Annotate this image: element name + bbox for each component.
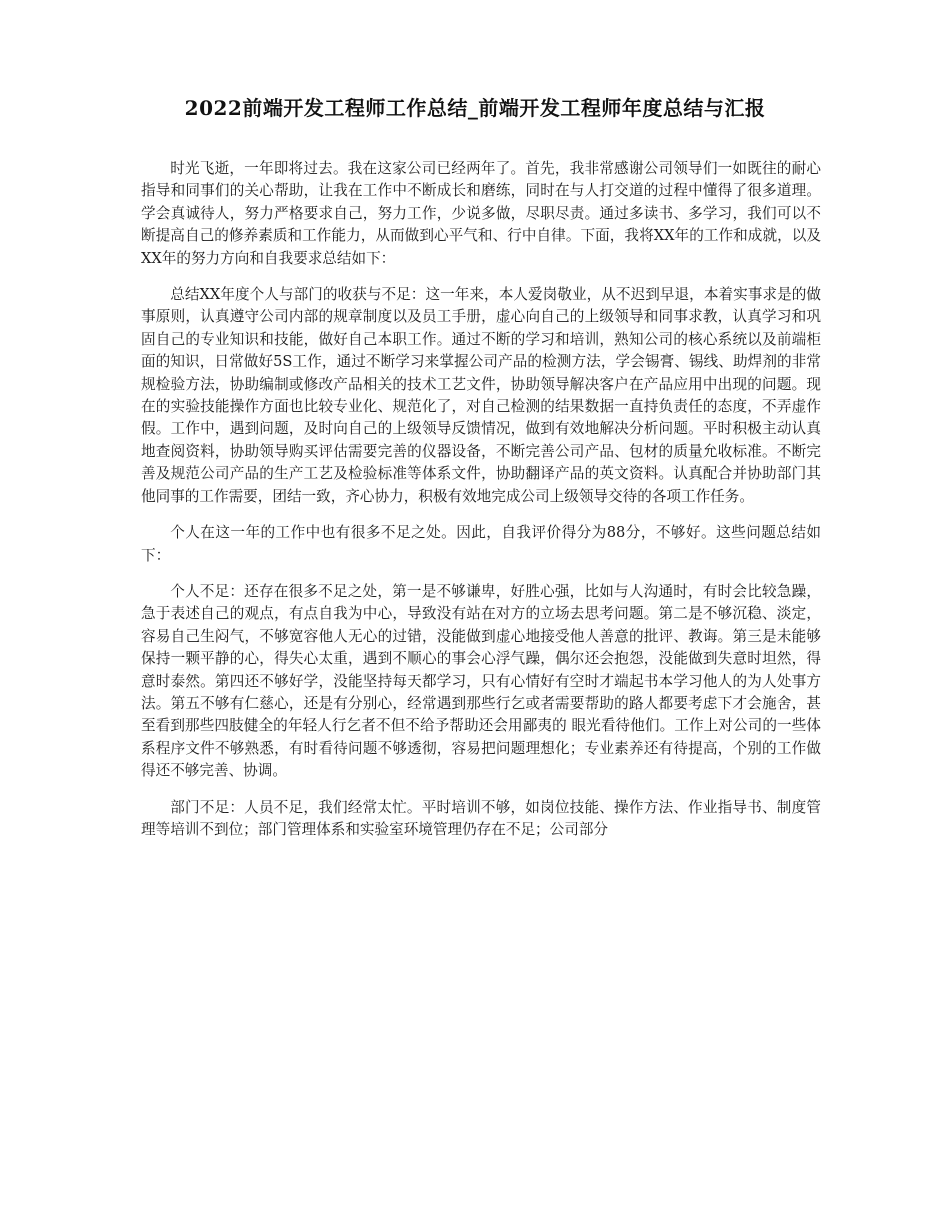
paragraph-intro: 时光飞逝，一年即将过去。我在这家公司已经两年了。首先，我非常感谢公司领导们一如既往的耐心指导和同事们的关心帮助，让我在工作中不断成长和磨练，同时在与人打交道的过程中懂得了很多道理。学会真诚待人，努力严格要求自己，努力工作，少说多做，尽职尽责。通过多读书、多学习，我们可以不断提高自己的修养素质和工作能力，从而做到心平气和、行中自律。下面，我将XX年的工作和成就，以及XX年的努力方向和自我要求总结如下： bbox=[141, 160, 821, 267]
paragraph-department-shortcomings: 部门不足：人员不足，我们经常太忙。平时培训不够，如岗位技能、操作方法、作业指导书、制度管理等培训不到位；部门管理体系和实验室环境管理仍存在不足；公司部分 bbox=[141, 798, 821, 838]
paragraph-self-evaluation: 个人在这一年的工作中也有很多不足之处。因此，自我评价得分为88分，不够好。这些问题总结如下： bbox=[141, 524, 821, 564]
document-body bbox=[141, 158, 821, 855]
document-title: 2022前端开发工程师工作总结_前端开发工程师年度总结与汇报 bbox=[184, 96, 766, 120]
paragraph-summary: 总结XX年度个人与部门的收获与不足：这一年来，本人爱岗敬业，从不迟到早退，本着实事求是的做事原则，认真遵守公司内部的规章制度以及员工手册，虚心向自己的上级领导和同事求教，认真学习和巩固自己的专业知识和技能，做好自己本职工作。通过不断的学习和培训，熟知公司的核心系统以及前端柜面的知识，日常做好5S工作，通过不断学习来掌握公司产品的检测方法，学会锡膏、锡线、助焊剂的非常规检验方法，协助编制或修改产品相关的技术工艺文件，协助领导解决客户在产品应用中出现的问题。现在的实验技能操作方面也比较专业化、规范化了，对自己检测的结果数据一直持负责任的态度，不弄虚作假。工作中，遇到问题，及时向自己的上级领导反馈情况，做到有效地解决分析问题。平时积极主动认真地查阅资料，协助领导购买评估需要完善的仪器设备，不断完善公司产品、包材的质量允收标准。不断完善及规范公司产品的生产工艺及检验标准等体系文件，协助翻译产品的英文资料。认真配合并协助部门其他同事的工作需要，团结一致，齐心协力，积极有效地完成公司上级领导交待的各项工作任务。 bbox=[141, 286, 821, 505]
paragraph-personal-shortcomings: 个人不足：还存在很多不足之处，第一是不够谦卑，好胜心强，比如与人沟通时，有时会比较急躁，急于表述自己的观点，有点自我为中心，导致没有站在对方的立场去思考问题。第二是不够沉稳、淡定，容易自己生闷气，不够宽容他人无心的过错，没能做到虚心地接受他人善意的批评、教诲。第三是未能够保持一颗平静的心，得失心太重，遇到不顺心的事会心浮气躁，偶尔还会抱怨，没能做到失意时坦然，得意时泰然。第四还不够好学，没能坚持每天都学习，只有心情好有空时才端起书本学习他人的为人处事方法。第五不够有仁慈心，还是有分别心，经常遇到那些行乞或者需要帮助的路人都要考虑下才会施舍，甚至看到那些四肢健全的年轻人行乞者不但不给予帮助还会用鄙夷的 眼光看待他们。工作上对公司的一些体系程序文件不够熟悉，有时看待问题不够透彻，容易把问题理想化；专业素养还有待提高，个别的工作做得还不够完善、协调。 bbox=[141, 582, 821, 780]
